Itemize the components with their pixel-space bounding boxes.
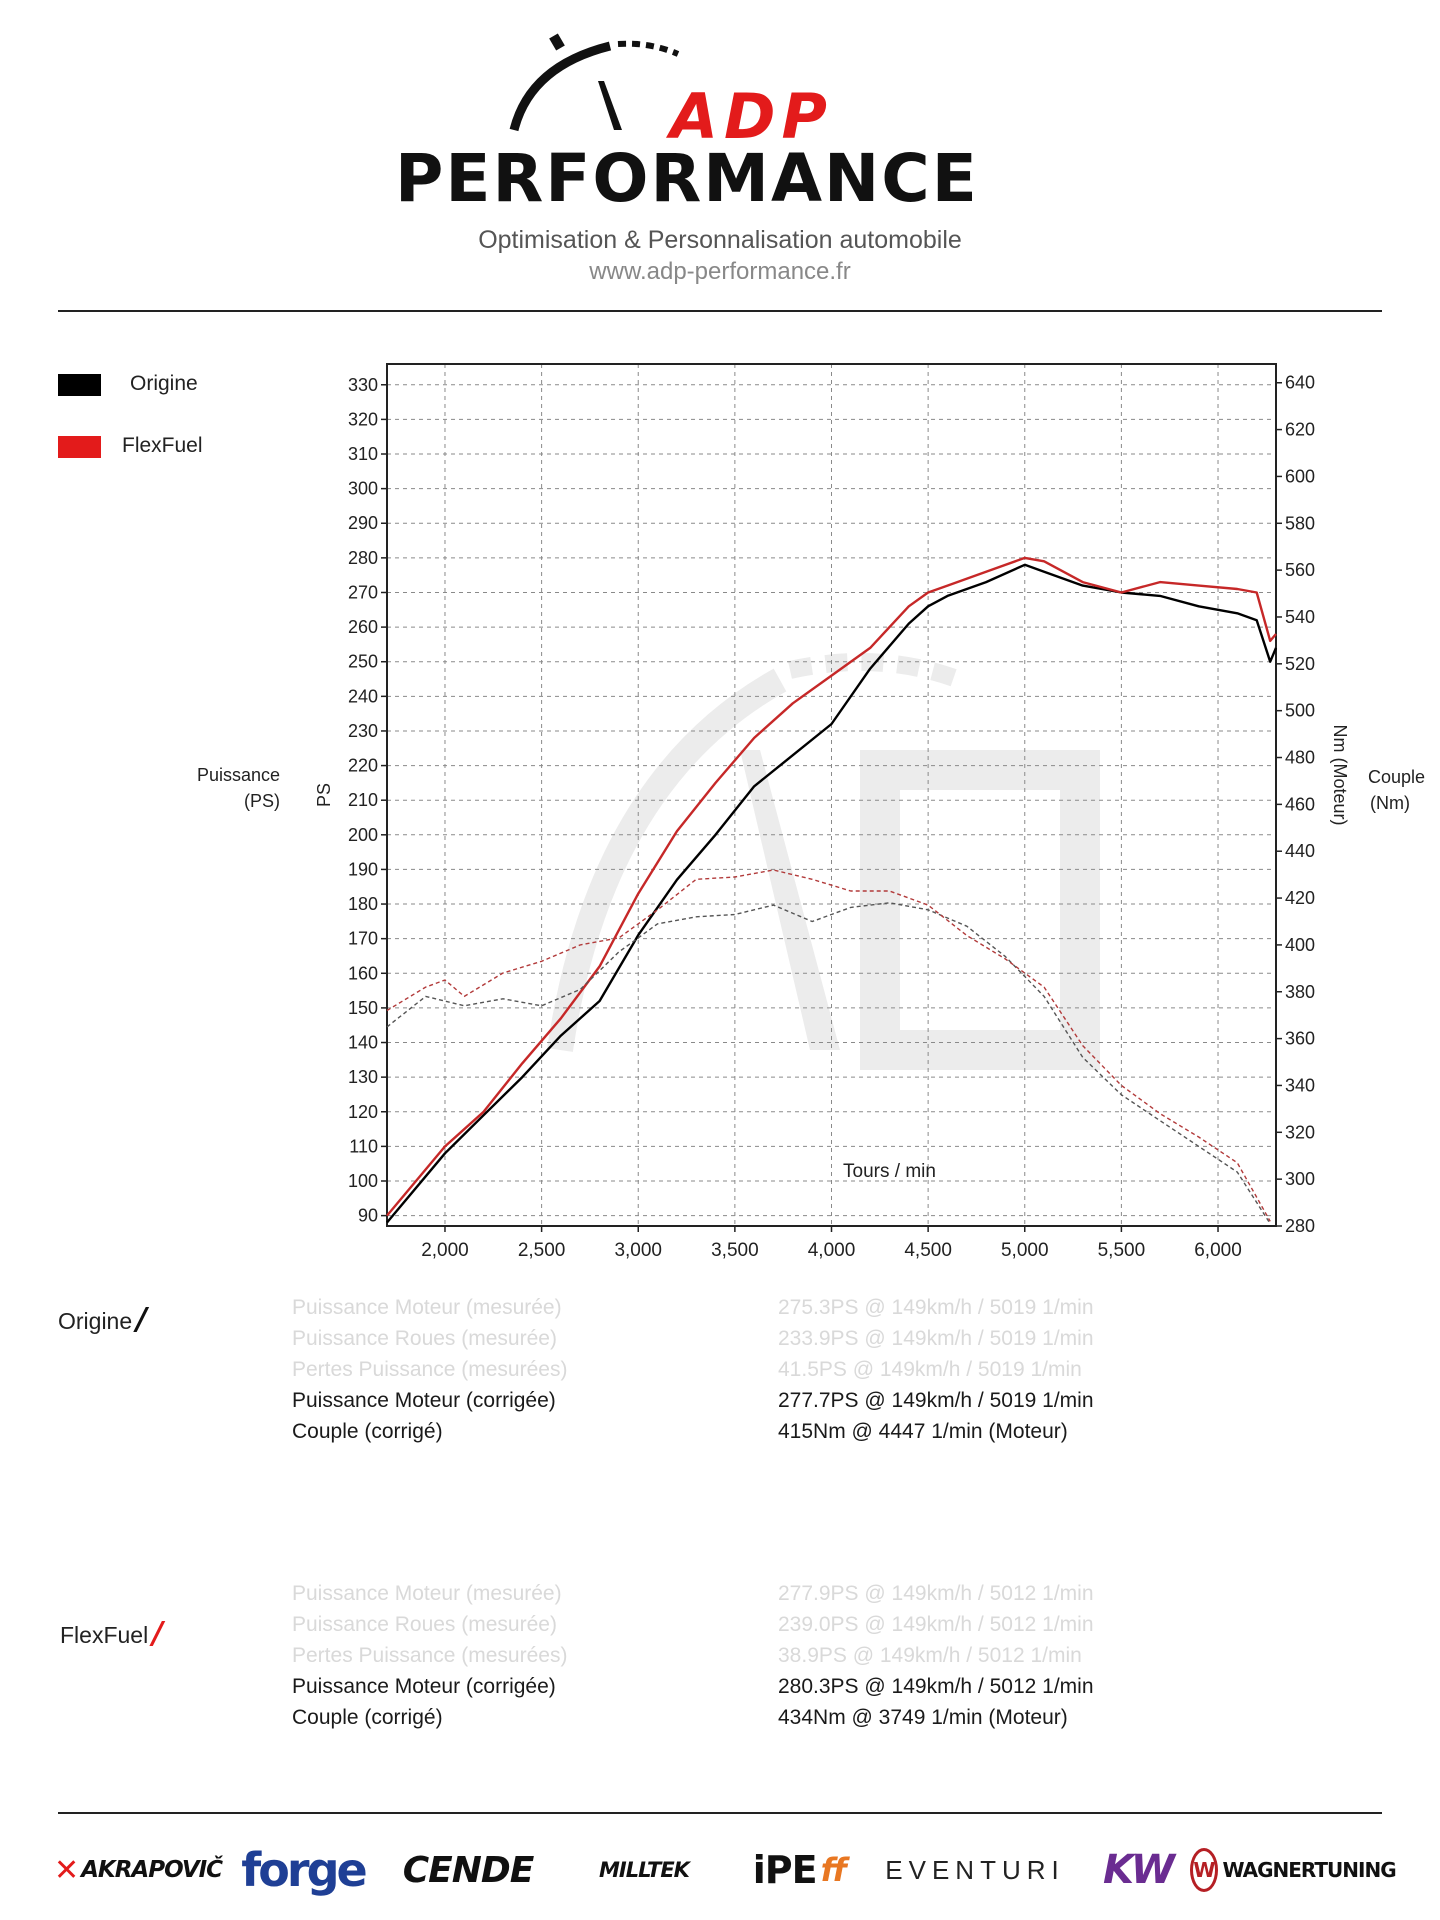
logo-performance-text: PERFORMANCE [395,140,979,217]
row-label: Pertes Puissance (mesurées) [292,1644,568,1667]
row-value: 277.9PS @ 149km/h / 5012 1/min [778,1582,1094,1605]
y-right-tick-label: 400 [1285,934,1316,955]
results-flexfuel [0,1576,1440,1756]
row-label: Puissance Roues (mesurée) [292,1613,557,1636]
y-left-tick-label: 290 [347,513,378,534]
brand-eventuri-text: EVENTURI [885,1854,1065,1885]
row-label: Couple (corrigé) [292,1706,443,1729]
y-right-tick-label: 380 [1285,981,1316,1002]
y-left-tick-label: 190 [347,859,378,880]
legend-label-flexfuel: FlexFuel [122,434,203,457]
row-value: 41.5PS @ 149km/h / 5019 1/min [778,1358,1082,1381]
y-right-tick-label: 560 [1285,560,1316,581]
y-left-tick-label: 250 [347,651,378,672]
row-label: Puissance Moteur (corrigée) [292,1675,556,1698]
y-left-tick-label: 260 [347,617,378,638]
y-left-tick-label: 230 [347,720,378,741]
row-label: Puissance Roues (mesurée) [292,1327,557,1350]
y-right-axis-title: Nm (Moteur) [1330,724,1350,826]
results-title-text: FlexFuel [60,1622,149,1648]
y-left-tick-label: 110 [349,1136,378,1157]
y-right-tick-label: 360 [1285,1028,1316,1049]
row-label: Couple (corrigé) [292,1420,443,1443]
y-left-tick-label: 220 [347,755,378,776]
brand-wagnertuning-text: WAGNERTUNING [1222,1858,1396,1882]
brand-akrapovic-logo [53,1840,223,1900]
y-left-tick-label: 270 [347,582,378,603]
y-right-tick-label: 280 [1285,1216,1316,1236]
y-left-tick-label: 100 [347,1170,378,1191]
y-left-tick-label: 320 [347,409,378,430]
row-value: 38.9PS @ 149km/h / 5012 1/min [778,1644,1082,1667]
y-right-tick-label: 460 [1285,794,1316,815]
slash-mark: / [136,1302,148,1337]
results-origine [0,1290,1440,1470]
y-left-tick-label: 200 [347,824,378,845]
left-side-label-line2: (PS) [244,791,280,811]
x-tick-label: 2,500 [517,1240,566,1261]
y-right-tick-label: 300 [1285,1169,1316,1190]
y-left-tick-label: 120 [347,1101,378,1122]
x-tick-label: 3,000 [614,1240,663,1261]
y-left-tick-label: 280 [347,547,378,568]
y-right-tick-label: 500 [1285,700,1316,721]
x-tick-label: 5,500 [1097,1240,1146,1261]
y-left-tick-label: 150 [347,997,378,1018]
brand-wagner-circle-icon: W [1190,1848,1218,1892]
y-right-tick-label: 440 [1285,841,1316,862]
left-side-label-line1: Puissance [196,765,280,785]
right-side-label-line1: Couple [1368,767,1426,787]
results-title-flexfuel [60,1616,163,1651]
row-value: 277.7PS @ 149km/h / 5019 1/min [778,1389,1094,1412]
dyno-chart [0,350,1440,1261]
brand-eventuri-logo [880,1840,1070,1900]
brand-ipe-text: iPE [752,1848,817,1892]
right-side-label-line2: (Nm) [1370,793,1410,813]
x-tick-label: 2,000 [421,1240,469,1261]
x-tick-label: 4,000 [807,1240,856,1261]
row-label: Pertes Puissance (mesurées) [292,1358,568,1381]
row-value: 434Nm @ 3749 1/min (Moteur) [778,1706,1068,1729]
brand-wagnertuning-logo [1193,1840,1396,1900]
series-origine-torque-line [387,903,1270,1224]
brand-forge-text: forge [241,1843,365,1897]
y-left-axis-title: PS [314,782,334,808]
brand-kw-logo [1086,1840,1190,1900]
y-left-tick-label: 90 [357,1205,378,1226]
y-right-tick-label: 580 [1285,513,1316,534]
y-left-tick-label: 160 [347,963,378,984]
brand-cende-logo [388,1840,548,1900]
y-right-tick-label: 420 [1285,888,1316,909]
y-right-tick-label: 340 [1285,1075,1316,1096]
y-left-tick-label: 140 [347,1032,378,1053]
y-right-tick-label: 320 [1285,1122,1316,1143]
logo-adp-text: ADP [670,80,833,153]
brand-kw-text: KW [1102,1847,1174,1893]
y-left-tick-label: 310 [347,444,378,465]
results-title-text: Origine [58,1308,133,1334]
x-axis-title: Tours / min [843,1161,936,1182]
tagline: Optimisation & Personnalisation automobile [478,226,962,254]
y-left-tick-label: 170 [347,928,378,949]
row-value: 239.0PS @ 149km/h / 5012 1/min [778,1613,1094,1636]
brand-milltek-text: MILLTEK [599,1858,689,1882]
header-divider [58,310,1382,312]
y-left-tick-label: 330 [347,374,378,395]
y-right-tick-label: 540 [1285,606,1316,627]
website-link[interactable]: www.adp-performance.fr [589,258,851,285]
watermark-needle [740,750,840,1050]
row-label: Puissance Moteur (mesurée) [292,1296,562,1319]
brand-forge-logo [228,1840,378,1900]
y-right-tick-label: 640 [1285,372,1316,393]
brand-akrapovic-mark: ✕ [53,1852,80,1888]
row-value: 275.3PS @ 149km/h / 5019 1/min [778,1296,1094,1319]
y-right-tick-label: 480 [1285,747,1316,768]
brand-cende-text: CENDE [402,1849,534,1891]
brand-ipe-logo [730,1840,870,1900]
y-right-tick-label: 620 [1285,419,1316,440]
row-value: 280.3PS @ 149km/h / 5012 1/min [778,1675,1094,1698]
y-left-tick-label: 300 [347,478,378,499]
row-value: 233.9PS @ 149km/h / 5019 1/min [778,1327,1094,1350]
brand-akrapovic-text: AKRAPOVIČ [81,1857,223,1883]
footer-divider [58,1812,1382,1814]
row-label: Puissance Moteur (corrigée) [292,1389,556,1412]
slash-mark: / [152,1616,164,1651]
watermark-arc [560,680,780,1050]
row-value: 415Nm @ 4447 1/min (Moteur) [778,1420,1068,1443]
y-left-tick-label: 240 [347,686,378,707]
results-title-origine [58,1302,147,1337]
y-left-tick-label: 130 [347,1067,378,1088]
x-tick-label: 6,000 [1194,1240,1242,1261]
y-right-tick-label: 600 [1285,466,1316,487]
x-tick-label: 4,500 [904,1240,952,1261]
x-tick-label: 3,500 [711,1240,759,1261]
row-label: Puissance Moteur (mesurée) [292,1582,562,1605]
y-left-tick-label: 210 [347,790,378,811]
y-right-tick-label: 520 [1285,653,1316,674]
brand-ipe-mark: ff [820,1851,848,1889]
brand-milltek-logo [564,1840,724,1900]
x-tick-label: 5,000 [1000,1240,1049,1261]
y-left-tick-label: 180 [347,894,378,915]
legend-label-origine: Origine [130,372,198,395]
